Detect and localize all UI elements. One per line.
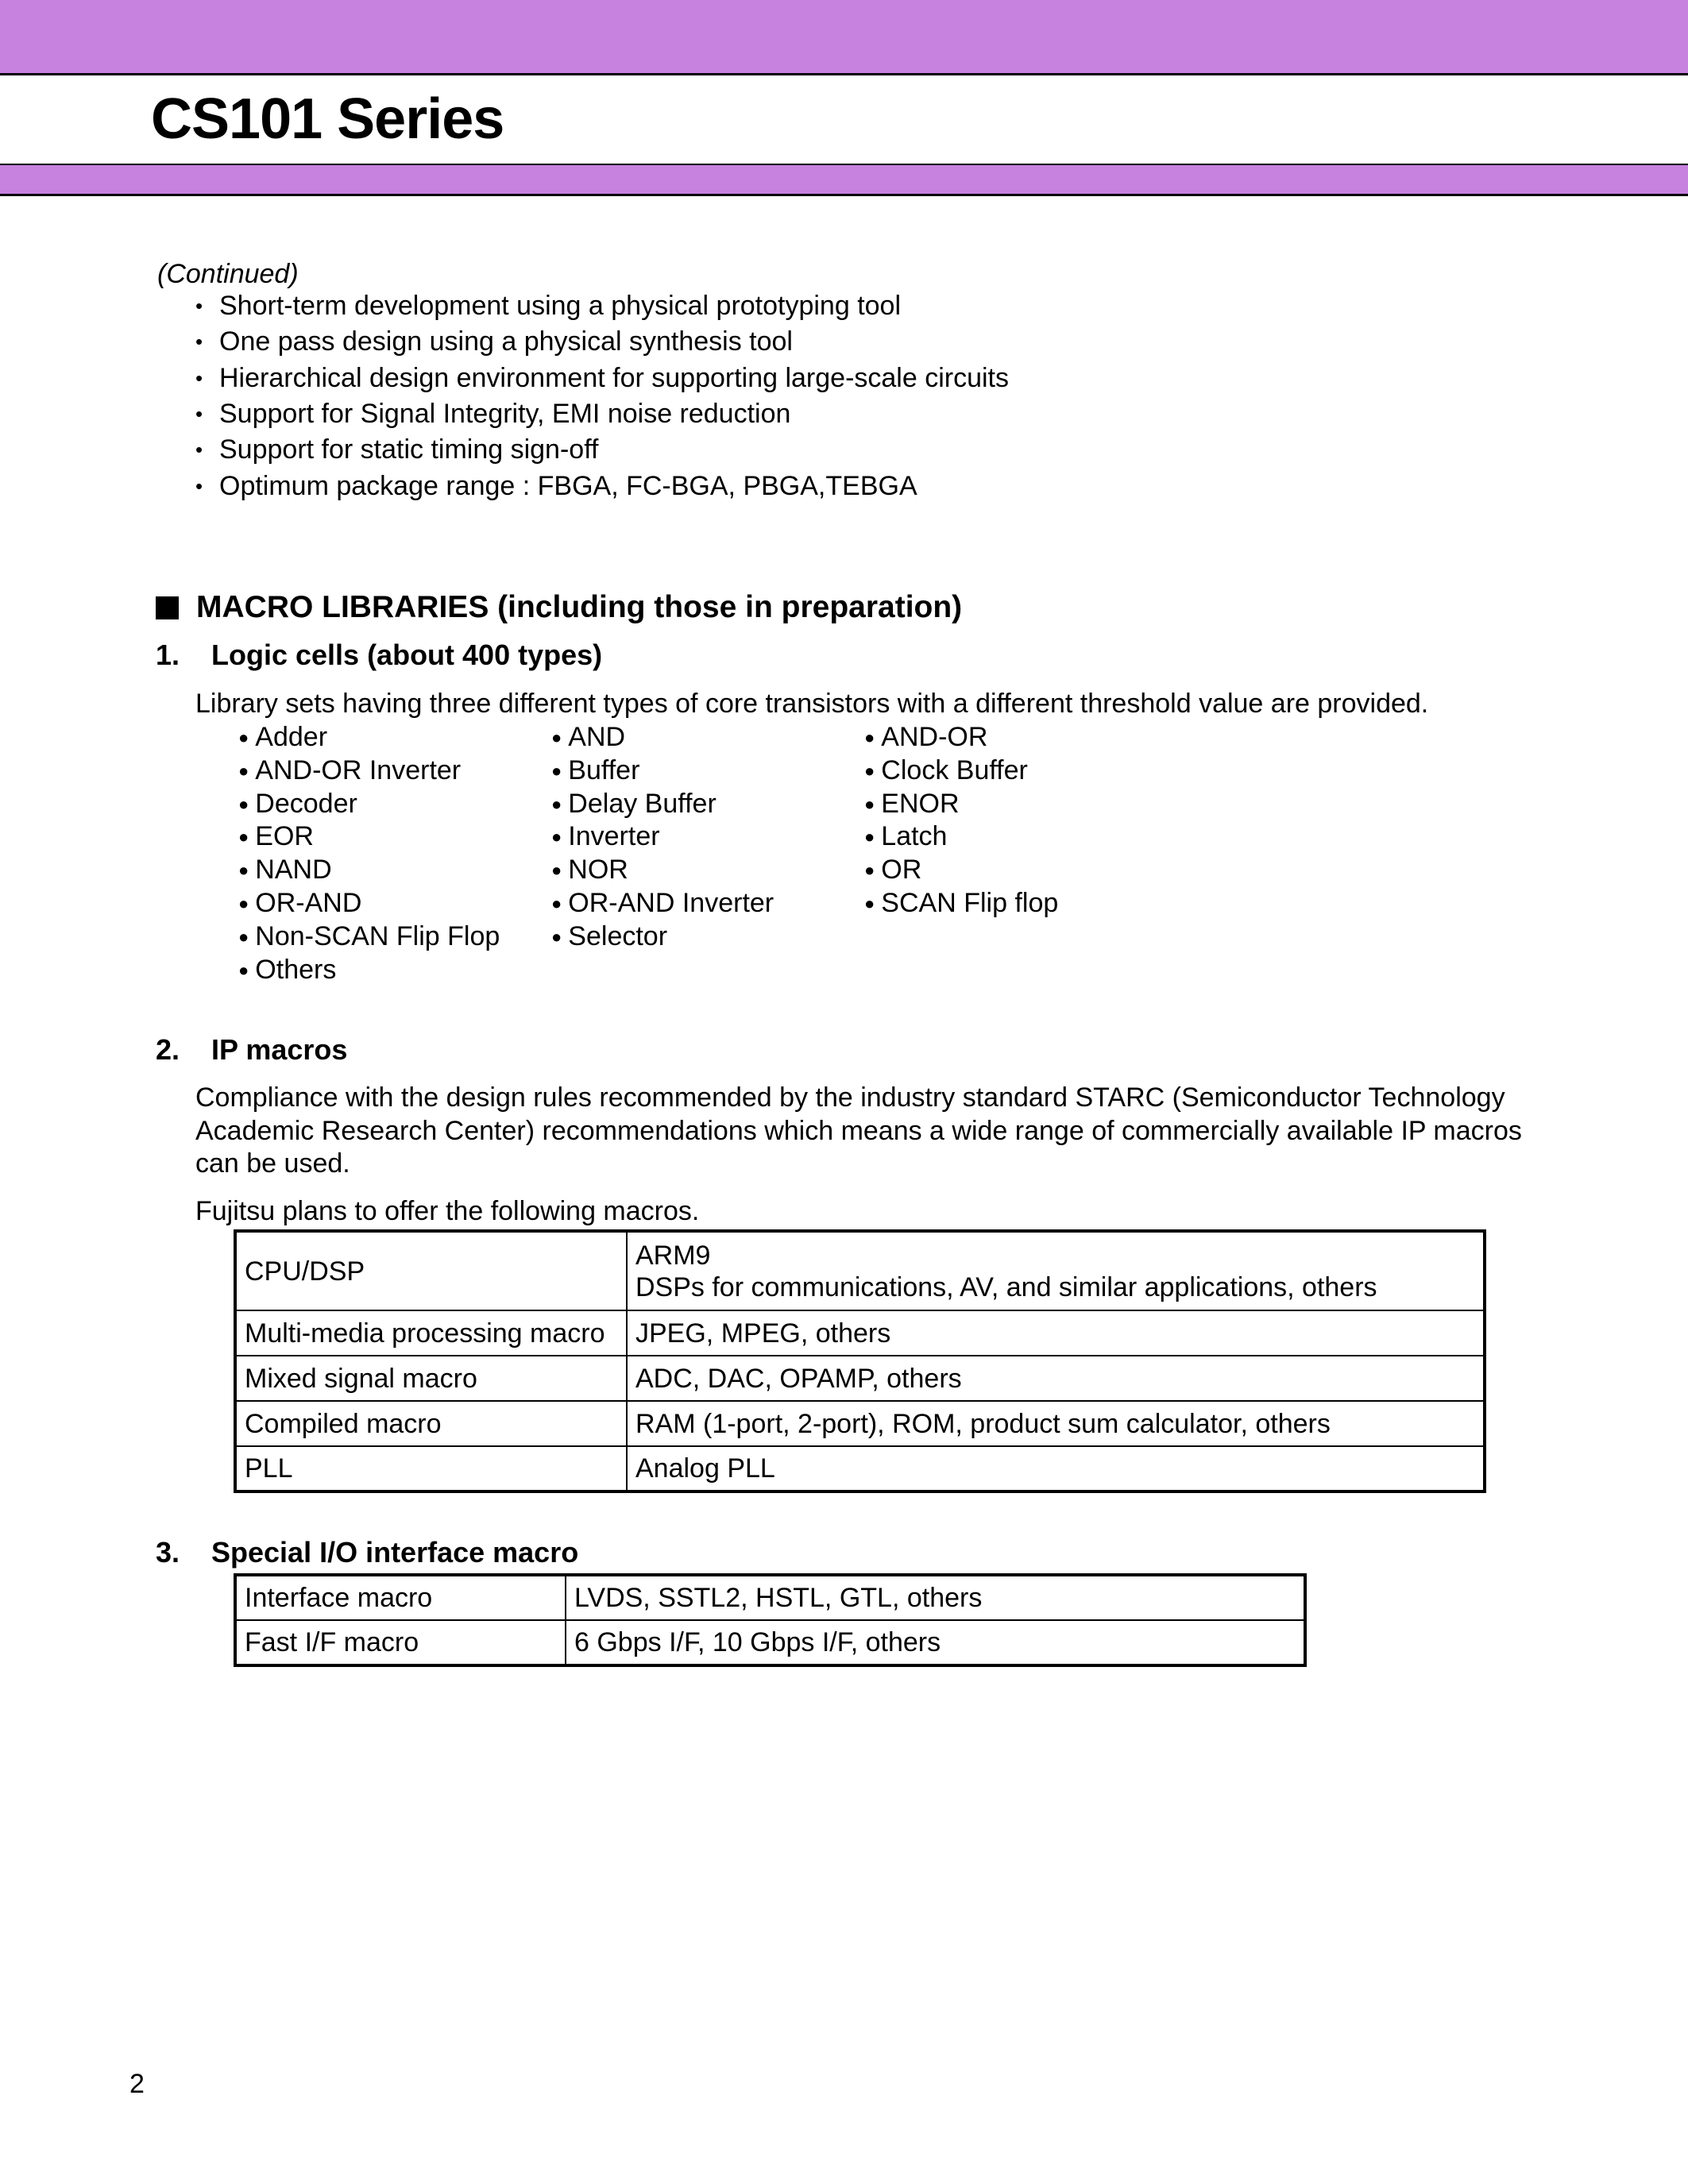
table-row xyxy=(235,1231,1485,1310)
macro-type-cell: Multi-media processing macro xyxy=(235,1310,627,1356)
logic-cell-item: ● Latch xyxy=(864,820,1177,854)
table-row xyxy=(235,1620,1305,1665)
bullet-icon: ● xyxy=(238,827,249,847)
logic-cell-item: ● OR xyxy=(864,854,1177,887)
logic-cell-item: ● Selector xyxy=(551,920,864,954)
bullet-icon: • xyxy=(195,365,203,390)
bullet-icon: ● xyxy=(864,860,875,881)
bullet-icon: ● xyxy=(864,793,875,814)
macro-items-cell: ARM9 DSPs for communications, AV, and similar applications, others xyxy=(627,1231,1485,1310)
logic-cell-item: ● OR-AND Inverter xyxy=(551,887,864,920)
ip-macros-description: Compliance with the design rules recommended by the industry standard STARC (Semiconductor Technology Academic Research Center) recommendations which means a wide range of commercially available IP macros can be used. xyxy=(195,1082,1522,1179)
subsection-heading-special-io: 3. Special I/O interface macro xyxy=(156,1536,579,1569)
macro-items-cell: LVDS, SSTL2, HSTL, GTL, others xyxy=(566,1575,1305,1620)
logic-cell-item: ● Delay Buffer xyxy=(551,788,864,821)
table-row xyxy=(235,1401,1485,1446)
logic-cell-empty xyxy=(864,920,1177,954)
logic-cell-item: ● OR-AND xyxy=(238,887,551,920)
feature-item: • Optimum package range : FBGA, FC-BGA, PBGA,TEBGA xyxy=(195,468,1009,504)
page-title: CS101 Series xyxy=(151,87,504,151)
bullet-icon: • xyxy=(195,330,203,354)
subsection-heading-logic-cells: 1. Logic cells (about 400 types) xyxy=(156,639,603,671)
bullet-icon: • xyxy=(195,402,203,426)
bullet-icon: ● xyxy=(864,760,875,781)
table-row xyxy=(235,1575,1305,1620)
bullet-icon: ● xyxy=(551,727,562,747)
macro-type-cell: Interface macro xyxy=(235,1575,566,1620)
logic-cell-item: ● Clock Buffer xyxy=(864,754,1177,788)
logic-cell-item: ● AND xyxy=(551,721,864,754)
feature-item: • Support for static timing sign-off xyxy=(195,432,1009,468)
feature-item: • Support for Signal Integrity, EMI noise reduction xyxy=(195,396,1009,432)
macro-type-cell: Mixed signal macro xyxy=(235,1356,627,1401)
page-number: 2 xyxy=(129,2069,145,2099)
logic-cell-item: ● EOR xyxy=(238,820,551,854)
logic-cell-empty xyxy=(864,954,1177,987)
macro-items-cell: ADC, DAC, OPAMP, others xyxy=(627,1356,1485,1401)
macro-items-cell: JPEG, MPEG, others xyxy=(627,1310,1485,1356)
feature-list xyxy=(195,288,1009,504)
macro-type-cell: CPU/DSP xyxy=(235,1231,627,1310)
bullet-icon: ● xyxy=(238,893,249,913)
logic-cell-item: ● Others xyxy=(238,954,551,987)
macro-items-cell: 6 Gbps I/F, 10 Gbps I/F, others xyxy=(566,1620,1305,1665)
bullet-icon: • xyxy=(195,438,203,462)
feature-item: • One pass design using a physical synthesis tool xyxy=(195,324,1009,360)
bullet-icon: ● xyxy=(864,893,875,913)
macro-type-cell: Fast I/F macro xyxy=(235,1620,566,1665)
logic-cell-item: ● Inverter xyxy=(551,820,864,854)
logic-cell-item: ● SCAN Flip flop xyxy=(864,887,1177,920)
logic-cell-item: ● AND-OR xyxy=(864,721,1177,754)
header-band-bottom xyxy=(0,164,1688,196)
feature-item: • Short-term development using a physical prototyping tool xyxy=(195,288,1009,324)
logic-cells-description: Library sets having three different types of core transistors with a different threshold value are provided. xyxy=(195,689,1429,719)
macro-type-cell: PLL xyxy=(235,1446,627,1491)
table-row xyxy=(235,1310,1485,1356)
logic-cell-list xyxy=(238,721,1177,986)
logic-cell-item: ● Decoder xyxy=(238,788,551,821)
logic-cell-empty xyxy=(551,954,864,987)
table-row xyxy=(235,1356,1485,1401)
macro-items-cell: RAM (1-port, 2-port), ROM, product sum calculator, others xyxy=(627,1401,1485,1446)
bullet-icon: ● xyxy=(238,860,249,881)
bullet-icon: ● xyxy=(551,860,562,881)
bullet-icon: ● xyxy=(238,760,249,781)
logic-cell-item: ● Buffer xyxy=(551,754,864,788)
bullet-icon: ● xyxy=(864,827,875,847)
table-row xyxy=(235,1446,1485,1491)
bullet-icon: • xyxy=(195,294,203,318)
bullet-icon: ● xyxy=(238,727,249,747)
bullet-icon: ● xyxy=(551,793,562,814)
ip-macros-intro: Fujitsu plans to offer the following macros. xyxy=(195,1196,700,1226)
logic-cell-item: ● Adder xyxy=(238,721,551,754)
macro-items-cell: Analog PLL xyxy=(627,1446,1485,1491)
section-heading-macro-libraries: MACRO LIBRARIES (including those in preparation) xyxy=(156,588,962,627)
bullet-icon: ● xyxy=(551,926,562,947)
bullet-icon: ● xyxy=(551,760,562,781)
logic-cell-item: ● ENOR xyxy=(864,788,1177,821)
subsection-heading-ip-macros: 2. IP macros xyxy=(156,1033,348,1066)
bullet-icon: ● xyxy=(238,793,249,814)
logic-cell-item: ● NAND xyxy=(238,854,551,887)
bullet-icon: ● xyxy=(238,959,249,980)
header-band-top xyxy=(0,0,1688,75)
ip-macro-table xyxy=(234,1229,1486,1493)
bullet-icon: ● xyxy=(238,926,249,947)
macro-type-cell: Compiled macro xyxy=(235,1401,627,1446)
square-bullet-icon xyxy=(156,596,179,619)
bullet-icon: • xyxy=(195,473,203,498)
continued-label: (Continued) xyxy=(157,259,299,289)
logic-cell-item: ● Non-SCAN Flip Flop xyxy=(238,920,551,954)
logic-cell-item: ● NOR xyxy=(551,854,864,887)
bullet-icon: ● xyxy=(551,893,562,913)
io-macro-table xyxy=(234,1573,1307,1667)
logic-cell-item: ● AND-OR Inverter xyxy=(238,754,551,788)
bullet-icon: ● xyxy=(864,727,875,747)
feature-item: • Hierarchical design environment for supporting large-scale circuits xyxy=(195,361,1009,396)
bullet-icon: ● xyxy=(551,827,562,847)
